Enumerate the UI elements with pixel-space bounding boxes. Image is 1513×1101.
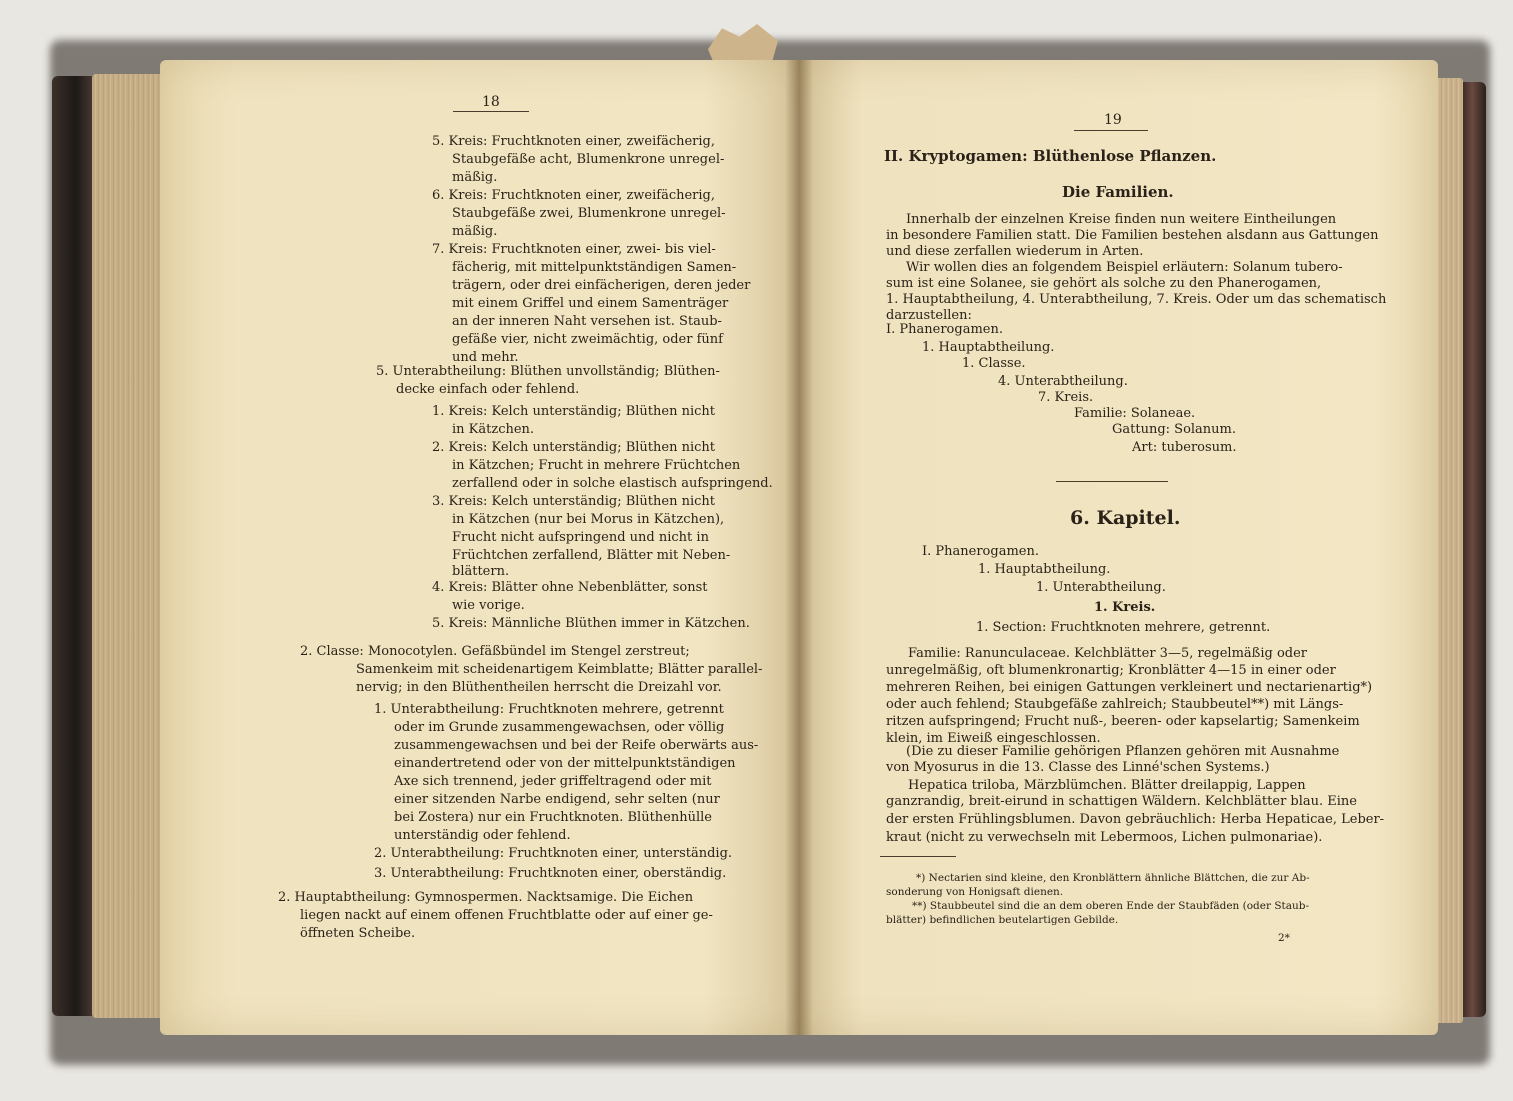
footnote-line: **) Staubbeutel sind die an dem oberen Ende der Staubfäden (oder Staub- [912,900,1310,912]
text-line: 1. Kreis: Kelch unterständig; Blüthen nicht [432,404,715,419]
text-line: darzustellen: [886,308,972,323]
text-line: wie vorige. [452,598,525,613]
text-line: 5. Kreis: Fruchtknoten einer, zweifächerig, [432,134,716,149]
footnote-line: blätter) befindlichen beutelartigen Gebilde. [886,914,1119,926]
text-line: Hepatica triloba, Märzblümchen. Blätter dreilappig, Lappen [908,778,1306,793]
scheme-line: 1. Hauptabtheilung. [922,340,1055,355]
text-line: sum ist eine Solanee, sie gehört als solche zu den Phanerogamen, [886,276,1322,291]
text-line: 1. Hauptabtheilung, 4. Unterabtheilung, 7. Kreis. Oder um das schematisch [886,292,1387,307]
text-line: kraut (nicht zu verwechseln mit Lebermoos, Lichen pulmonariae). [886,830,1323,845]
outline-line: I. Phanerogamen. [922,544,1039,559]
outline-line: 1. Kreis. [1094,600,1156,615]
text-line: von Myosurus in die 13. Classe des Linné'schen Systems.) [886,760,1270,775]
text-line: 2. Unterabtheilung: Fruchtknoten einer, unterständig. [374,846,733,861]
text-line: (Die zu dieser Familie gehörigen Pflanzen gehören mit Ausnahme [906,744,1340,759]
text-line: fächerig, mit mittelpunktständigen Samen- [452,260,737,275]
scheme-line: Art: tuberosum. [1132,440,1237,455]
text-line: decke einfach oder fehlend. [396,382,580,397]
text-line: 5. Unterabtheilung: Blüthen unvollständig; Blüthen- [376,364,720,379]
families-heading: Die Familien. [1062,183,1174,201]
text-line: 2. Hauptabtheilung: Gymnospermen. Nacktsamige. Die Eichen [278,890,694,905]
text-line: Samenkeim mit scheidenartigem Keimblatte; Blätter parallel- [356,662,763,677]
text-line: oder auch fehlend; Staubgefäße zahlreich; Staubbeutel**) mit Längs- [886,697,1344,712]
section-divider [1056,481,1168,482]
text-line: einer sitzenden Narbe endigend, sehr selten (nur [394,792,720,807]
left-page [160,60,800,1035]
outline-line: 1. Unterabtheilung. [1036,580,1166,595]
text-line: ritzen aufspringend; Frucht nuß-, beeren- oder kapselartig; Samenkeim [886,714,1360,729]
text-line: trägern, oder drei einfächerigen, deren jeder [452,278,751,293]
text-line: 3. Kreis: Kelch unterständig; Blüthen nicht [432,494,715,509]
text-line: unregelmäßig, oft blumenkronartig; Kronblätter 4—15 in einer oder [886,663,1336,678]
text-line: gefäße vier, nicht zweimächtig, oder fünf [452,332,723,347]
text-line: bei Zostera) nur ein Fruchtknoten. Blüthenhülle [394,810,712,825]
text-line: zusammengewachsen und bei der Reife oberwärts aus- [394,738,759,753]
left-page-number: 18 [482,94,500,110]
page-number-rule [453,111,529,112]
text-line: ganzrandig, breit-eirund in schattigen Wäldern. Kelchblätter blau. Eine [886,794,1358,809]
text-line: in Kätzchen. [452,422,535,437]
text-line: mehreren Reihen, bei einigen Gattungen verkleinert und nectarienartig*) [886,680,1373,695]
text-line: Staubgefäße acht, Blumenkrone unregel- [452,152,725,167]
scheme-line: 4. Unterabtheilung. [998,374,1128,389]
footnote-line: *) Nectarien sind kleine, den Kronblättern ähnliche Blättchen, die zur Ab- [916,872,1310,884]
text-line: Staubgefäße zwei, Blumenkrone unregel- [452,206,726,221]
text-line: und mehr. [452,350,519,365]
text-line: blättern. [452,564,510,579]
text-line: in Kätzchen (nur bei Morus in Kätzchen), [452,512,725,527]
text-line: 1. Unterabtheilung: Fruchtknoten mehrere, getrennt [374,702,724,717]
text-line: zerfallend oder in solche elastisch aufspringend. [452,476,773,491]
text-line: 3. Unterabtheilung: Fruchtknoten einer, oberständig. [374,866,727,881]
text-line: 7. Kreis: Fruchtknoten einer, zwei- bis viel- [432,242,716,257]
text-line: einandertretend oder von der mittelpunktständigen [394,756,736,771]
signature-mark: 2* [1278,932,1290,944]
text-line: 2. Classe: Monocotylen. Gefäßbündel im Stengel zerstreut; [300,644,690,659]
text-line: Familie: Ranunculaceae. Kelchblätter 3—5, regelmäßig oder [908,646,1307,661]
text-line: 2. Kreis: Kelch unterständig; Blüthen nicht [432,440,715,455]
text-line: mäßig. [452,224,498,239]
footnote-line: sonderung von Honigsaft dienen. [886,886,1064,898]
outline-line: 1. Hauptabtheilung. [978,562,1111,577]
outline-line: 1. Section: Fruchtknoten mehrere, getrennt. [976,620,1271,635]
text-line: öffneten Scheibe. [300,926,416,941]
scheme-line: Gattung: Solanum. [1112,422,1237,437]
section-heading: II. Kryptogamen: Blüthenlose Pflanzen. [884,147,1217,165]
text-line: der ersten Frühlingsblumen. Davon gebräuchlich: Herba Hepaticae, Leber- [886,812,1385,827]
text-line: Frucht nicht aufspringend und nicht in [452,530,709,545]
scheme-line: 7. Kreis. [1038,390,1094,405]
scheme-line: I. Phanerogamen. [886,322,1003,337]
text-line: Wir wollen dies an folgendem Beispiel erläutern: Solanum tubero- [906,260,1343,275]
text-line: in Kätzchen; Frucht in mehrere Früchtchen [452,458,741,473]
scheme-line: Familie: Solaneae. [1074,406,1196,421]
text-line: Innerhalb der einzelnen Kreise finden nun weitere Eintheilungen [906,212,1337,227]
chapter-heading: 6. Kapitel. [1070,507,1181,529]
text-line: unterständig oder fehlend. [394,828,571,843]
text-line: und diese zerfallen wiederum in Arten. [886,244,1144,259]
book-gutter [785,60,813,1035]
text-line: mit einem Griffel und einem Samenträger [452,296,729,311]
text-line: nervig; in den Blüthentheilen herrscht die Dreizahl vor. [356,680,722,695]
footnote-rule [880,856,956,857]
text-line: Axe sich trennend, jeder griffeltragend oder mit [394,774,712,789]
right-page [798,60,1438,1035]
text-line: 5. Kreis: Männliche Blüthen immer in Kätzchen. [432,616,750,631]
right-page-number: 19 [1104,112,1122,128]
text-line: klein, im Eiweiß eingeschlossen. [886,731,1101,746]
text-line: in besondere Familien statt. Die Familien bestehen alsdann aus Gattungen [886,228,1379,243]
text-line: liegen nackt auf einem offenen Fruchtblatte oder auf einer ge- [300,908,713,923]
page-number-rule [1074,130,1148,131]
text-line: 6. Kreis: Fruchtknoten einer, zweifächerig, [432,188,716,203]
text-line: an der inneren Naht versehen ist. Staub- [452,314,722,329]
text-line: 4. Kreis: Blätter ohne Nebenblätter, sonst [432,580,708,595]
text-line: oder im Grunde zusammengewachsen, oder völlig [394,720,725,735]
text-line: Früchtchen zerfallend, Blätter mit Neben- [452,548,731,563]
scheme-line: 1. Classe. [962,356,1026,371]
text-line: mäßig. [452,170,498,185]
